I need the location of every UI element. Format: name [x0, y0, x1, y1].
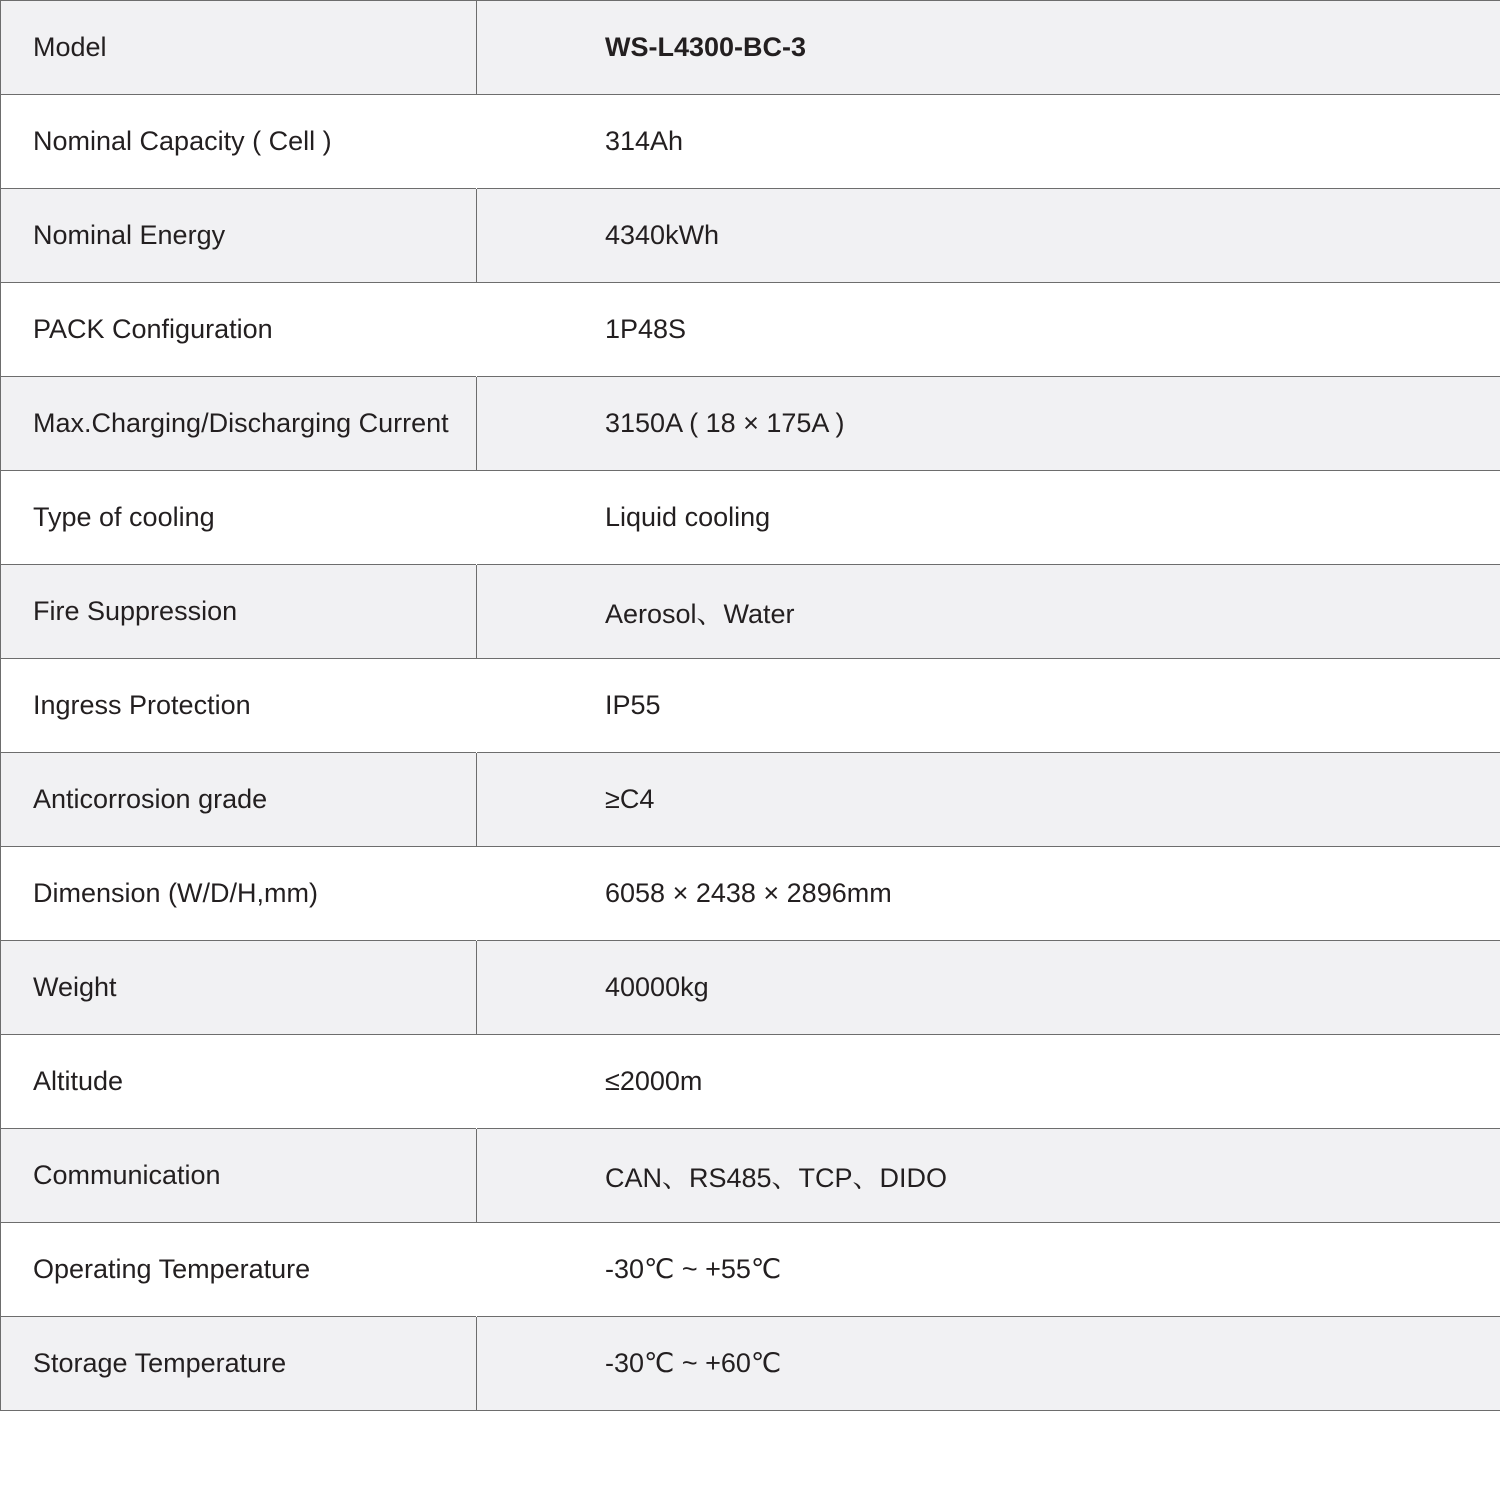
spec-label: Fire Suppression	[1, 565, 477, 659]
spec-value: 1P48S	[477, 283, 1500, 377]
spec-label: Weight	[1, 941, 477, 1035]
spec-row-pack-configuration	[1, 283, 1500, 377]
spec-row-operating-temperature	[1, 1223, 1500, 1317]
spec-label: Storage Temperature	[1, 1317, 477, 1411]
spec-value: IP55	[477, 659, 1500, 753]
spec-value: 314Ah	[477, 95, 1500, 189]
spec-label: Ingress Protection	[1, 659, 477, 753]
spec-label: Type of cooling	[1, 471, 477, 565]
spec-row-dimension	[1, 847, 1500, 941]
spec-row-weight	[1, 941, 1500, 1035]
spec-label: Max.Charging/Discharging Current	[1, 377, 477, 471]
spec-row-communication	[1, 1129, 1500, 1223]
spec-label: Nominal Energy	[1, 189, 477, 283]
spec-label: Anticorrosion grade	[1, 753, 477, 847]
spec-value: 6058 × 2438 × 2896mm	[477, 847, 1500, 941]
spec-value: Aerosol、Water	[477, 565, 1500, 659]
spec-row-cooling	[1, 471, 1500, 565]
spec-label: PACK Configuration	[1, 283, 477, 377]
spec-row-nominal-energy	[1, 189, 1500, 283]
spec-row-max-current	[1, 377, 1500, 471]
spec-label: Model	[1, 1, 477, 95]
spec-row-anticorrosion	[1, 753, 1500, 847]
spec-label: Communication	[1, 1129, 477, 1223]
spec-row-storage-temperature	[1, 1317, 1500, 1411]
spec-label: Operating Temperature	[1, 1223, 477, 1317]
spec-row-ingress-protection	[1, 659, 1500, 753]
spec-row-fire-suppression	[1, 565, 1500, 659]
spec-value: 40000kg	[477, 941, 1500, 1035]
spec-value: -30℃ ~ +55℃	[477, 1223, 1500, 1317]
spec-value: CAN、RS485、TCP、DIDO	[477, 1129, 1500, 1223]
spec-label: Altitude	[1, 1035, 477, 1129]
spec-value: ≤2000m	[477, 1035, 1500, 1129]
spec-label: Dimension (W/D/H,mm)	[1, 847, 477, 941]
spec-value: Liquid cooling	[477, 471, 1500, 565]
spec-row-altitude	[1, 1035, 1500, 1129]
spec-value: ≥C4	[477, 753, 1500, 847]
spec-value: 4340kWh	[477, 189, 1500, 283]
spec-row-model	[1, 1, 1500, 95]
spec-row-nominal-capacity	[1, 95, 1500, 189]
spec-value: WS-L4300-BC-3	[477, 1, 1500, 95]
spec-value: 3150A ( 18 × 175A )	[477, 377, 1500, 471]
spec-value: -30℃ ~ +60℃	[477, 1317, 1500, 1411]
spec-label: Nominal Capacity ( Cell )	[1, 95, 477, 189]
